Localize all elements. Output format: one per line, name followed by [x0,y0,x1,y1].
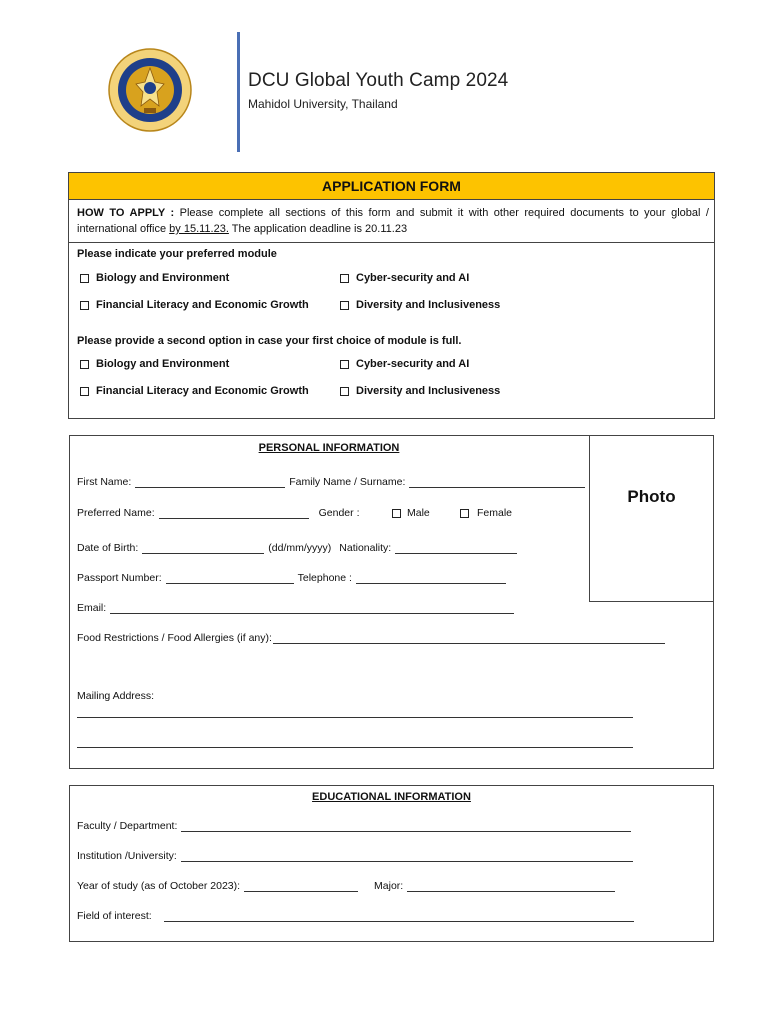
faculty-field[interactable]: Faculty / Department: [77,820,635,832]
email-field[interactable]: Email: [77,602,518,614]
how-to-body: Please complete all sections of this form and submit it with other required documents to your global / international office [77,207,709,235]
nationality-input-line[interactable] [395,544,517,554]
input-line[interactable] [181,822,631,832]
first-choice-financial[interactable]: Financial Literacy and Economic Growth [80,299,309,311]
input-line[interactable] [142,544,264,554]
family-name-label: Family Name / Surname: [289,476,406,488]
date-of-birth-field[interactable]: Date of Birth: (dd/mm/yyyy) Nationality: [77,542,521,554]
checkbox[interactable] [80,387,89,396]
educational-information-heading: EDUCATIONAL INFORMATION [312,791,471,803]
checkbox[interactable] [80,274,89,283]
personal-information-heading: PERSONAL INFORMATION [258,442,400,454]
year-of-study-field[interactable]: Year of study (as of October 2023): Major: [77,880,619,892]
checkbox[interactable] [80,301,89,310]
nationality-label: Nationality: [339,542,392,554]
photo-placeholder[interactable]: Photo [589,435,714,602]
checkbox[interactable] [340,360,349,369]
passport-number-field[interactable]: Passport Number: Telephone : [77,572,510,584]
input-line[interactable] [273,634,665,644]
first-choice-biology[interactable]: Biology and Environment [80,272,229,284]
first-choice-cybersecurity[interactable]: Cyber-security and AI [340,272,469,284]
first-choice-prompt: Please indicate your preferred module [77,248,277,260]
telephone-label: Telephone : [297,572,352,584]
input-line[interactable] [135,478,285,488]
telephone-input-line[interactable] [356,574,506,584]
institution-field[interactable]: Institution /University: [77,850,637,862]
input-line[interactable] [164,912,634,922]
second-choice-diversity[interactable]: Diversity and Inclusiveness [340,385,500,397]
gender-male-option[interactable]: Male [392,507,430,519]
input-line[interactable] [181,852,633,862]
checkbox[interactable] [340,274,349,283]
input-line[interactable] [110,604,514,614]
second-choice-prompt: Please provide a second option in case your first choice of module is full. [77,335,462,347]
header-divider [237,32,240,152]
mailing-address-label: Mailing Address: [77,690,155,702]
checkbox[interactable] [80,360,89,369]
deadline-text: The application deadline is 20.11.23 [231,223,408,235]
first-name-field[interactable]: First Name: Family Name / Surname: [77,476,585,488]
application-form-heading: APPLICATION FORM [68,172,715,200]
input-line[interactable] [166,574,294,584]
field-of-interest-field[interactable]: Field of interest: [77,910,638,922]
checkbox[interactable] [392,509,401,518]
input-line[interactable] [244,882,358,892]
page-title: DCU Global Youth Camp 2024 [248,70,509,91]
mailing-address-line-2[interactable] [77,738,633,748]
how-to-apply-text [77,205,709,237]
major-label: Major: [374,880,404,892]
input-line[interactable] [159,509,309,519]
mailing-address-line-1[interactable] [77,708,633,718]
food-restrictions-field[interactable]: Food Restrictions / Food Allergies (if any): [77,632,669,644]
page-subtitle: Mahidol University, Thailand [248,97,398,111]
major-input-line[interactable] [407,882,615,892]
gender-label: Gender : [318,507,360,519]
second-choice-cybersecurity[interactable]: Cyber-security and AI [340,358,469,370]
second-choice-financial[interactable]: Financial Literacy and Economic Growth [80,385,309,397]
second-choice-biology[interactable]: Biology and Environment [80,358,229,370]
family-name-input-line[interactable] [409,478,585,488]
checkbox[interactable] [460,509,469,518]
university-seal-logo [108,48,192,132]
submission-date: by 15.11.23. [169,223,229,235]
checkbox[interactable] [340,387,349,396]
gender-female-option[interactable]: Female [460,507,512,519]
checkbox[interactable] [340,301,349,310]
first-choice-diversity[interactable]: Diversity and Inclusiveness [340,299,500,311]
section-divider [68,242,715,243]
preferred-name-field[interactable]: Preferred Name: Gender : [77,507,360,519]
how-to-label: HOW TO APPLY : [77,207,175,219]
